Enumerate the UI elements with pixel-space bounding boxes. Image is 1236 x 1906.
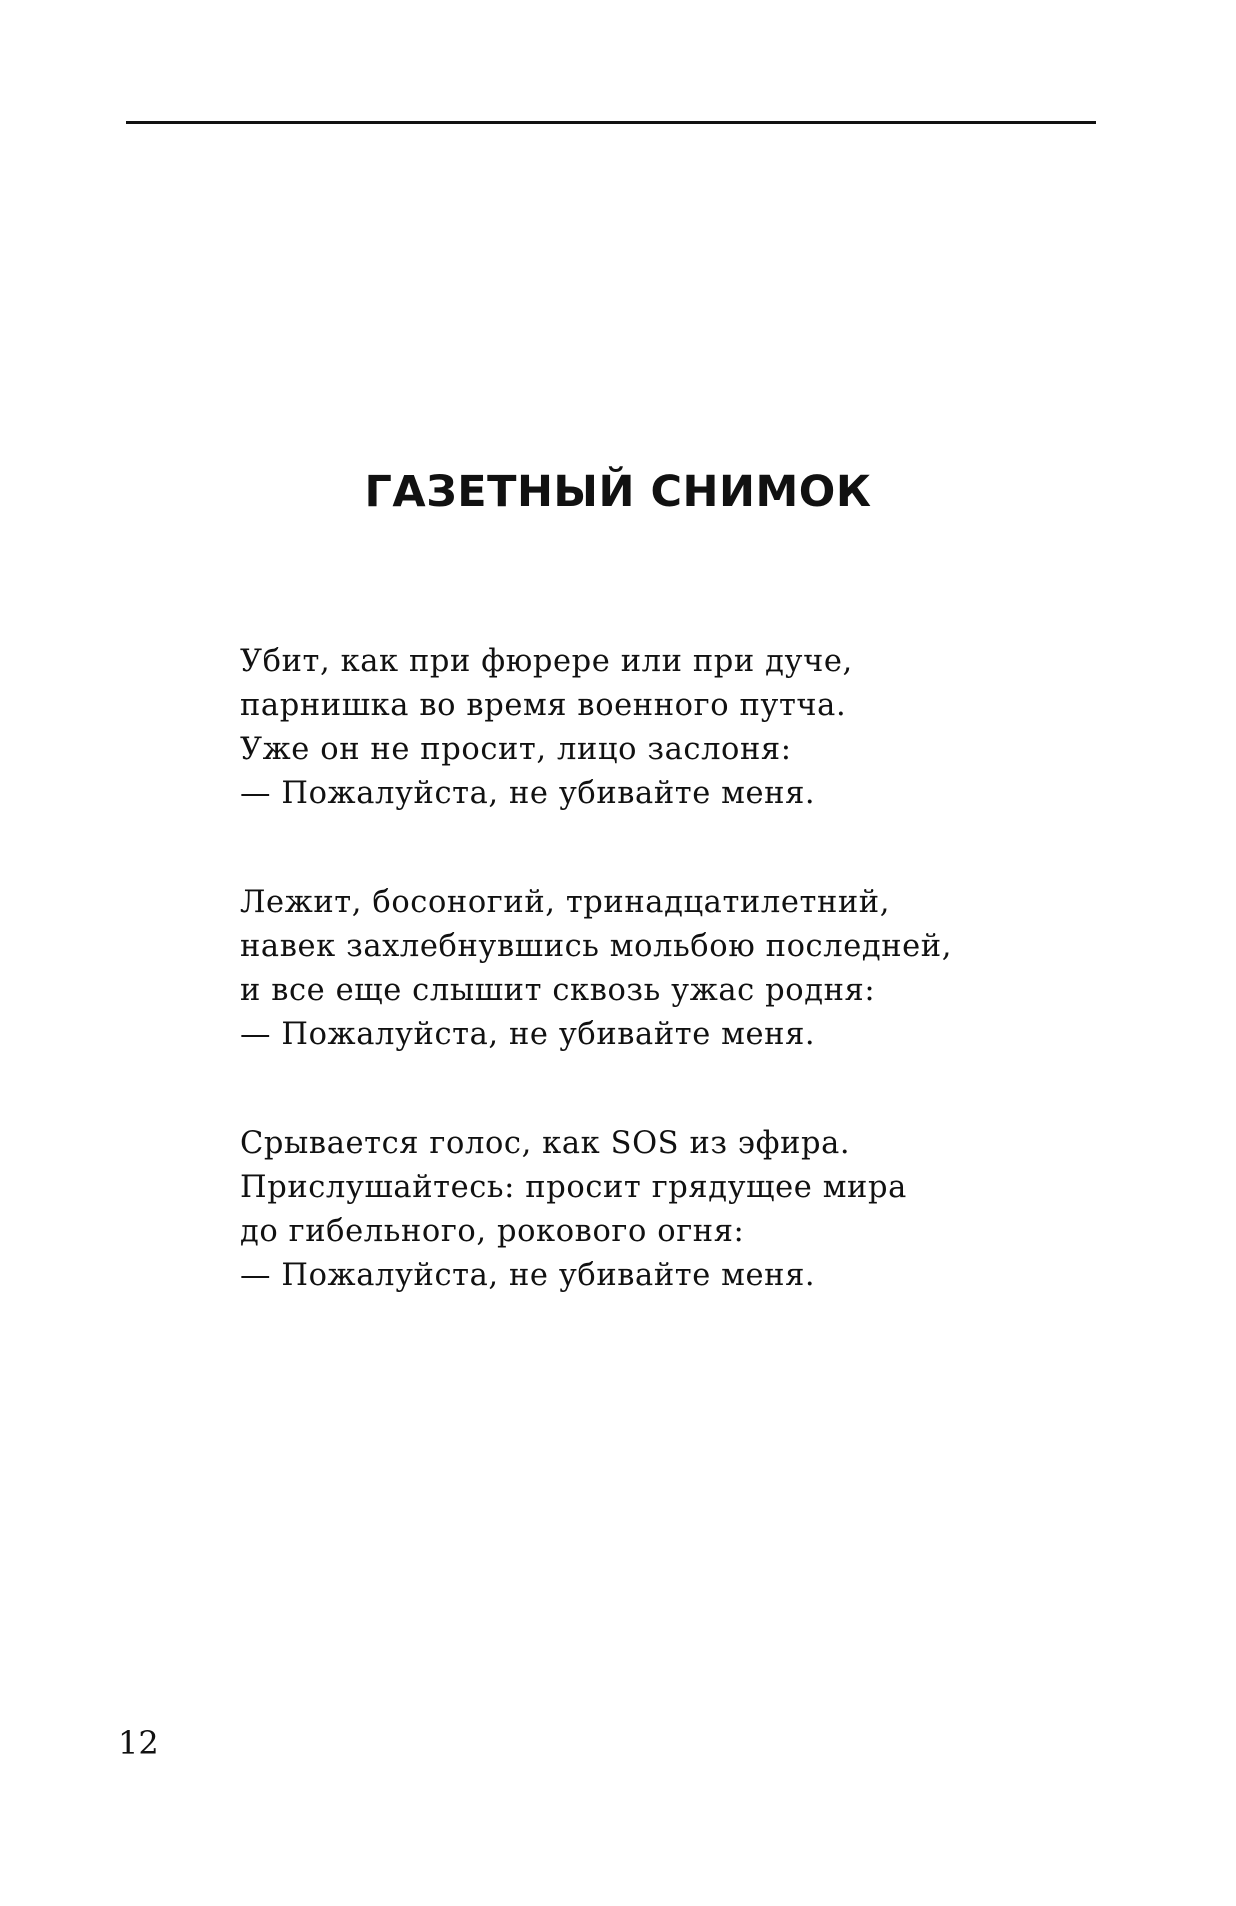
poem-line: Срывается голос, как SOS из эфира. [240, 1126, 851, 1161]
stanza-1 [240, 640, 1060, 816]
header-rule [126, 121, 1096, 124]
poem-line: Убит, как при фюрере или при дуче, [240, 644, 853, 679]
stanza-3 [240, 1122, 1060, 1298]
poem-line: до гибельного, рокового огня: [240, 1214, 745, 1249]
poem-line: Прислушайтесь: просит грядущее мира [240, 1170, 907, 1205]
poem-body [240, 640, 1060, 1363]
poem-line: — Пожалуйста, не убивайте меня. [240, 1258, 816, 1293]
poem-title: ГАЗЕТНЫЙ СНИМОК [364, 467, 872, 517]
poem-line: навек захлебнувшись мольбою последней, [240, 929, 953, 964]
poem-line: и все еще слышит сквозь ужас родня: [240, 973, 876, 1008]
stanza-2 [240, 881, 1060, 1057]
poem-line: — Пожалуйста, не убивайте меня. [240, 1017, 816, 1052]
poem-line: — Пожалуйста, не убивайте меня. [240, 776, 816, 811]
poem-line: парнишка во время военного путча. [240, 688, 847, 723]
poem-line: Лежит, босоногий, тринадцатилетний, [240, 885, 891, 920]
poem-line: Уже он не просит, лицо заслоня: [240, 732, 792, 767]
page-number: 12 [118, 1724, 159, 1762]
